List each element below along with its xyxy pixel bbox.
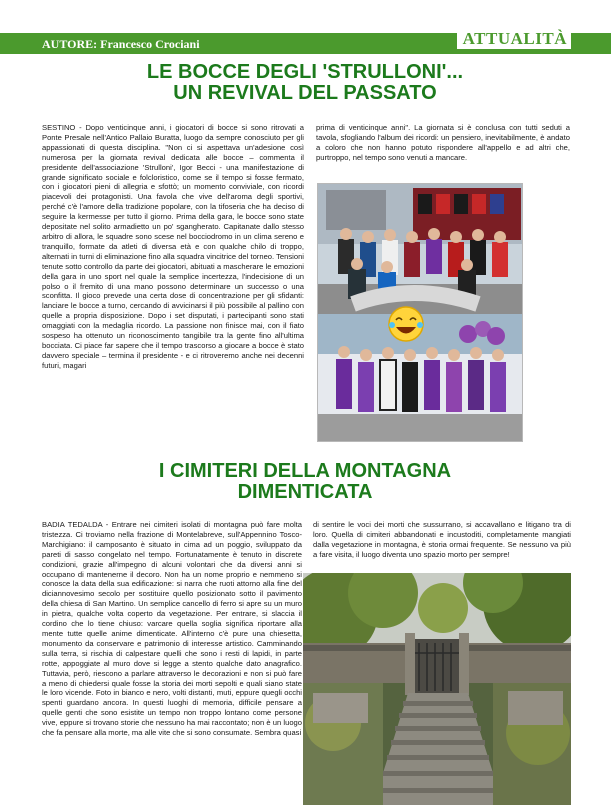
article2-title [40,461,570,503]
photo-cemetery [303,573,571,805]
section-label: ATTUALITÀ [457,27,571,49]
article2-title-line2: DIMENTICATA [237,481,373,503]
article2-paragraph: BADIA TEDALDA - Entrare nei cimiteri isolati di montagna può fare molta tristezza. Ci troviamo nella frazione di Montelabreve, sull'Appennino Tosco-Marchigiano: il camposanto è situato in cima ad un poggio, sviluppato da pareti di sasso congelato nel tempo. Fortunatamente è tenuto in discrete condizioni, grazie all'impegno di alcuni volontari che da diversi anni si occupano di mantenerne il decoro. Non ha un nome proprio e nemmeno si conosce la data della sua edificazione: si narra che ruoti attorno alla fine del diciannovesimo secolo per sostituire quello posizionato sotto il pavimento della chiesa di San Martino. Un semplice cancello di ferro si apre su un muro in pietra, qualche volta coperto da vegetazione. Per entrare, si slaccia il cordino che lo tiene chiuso: varcare quella soglia significa riportare alla mente tutte quelle anime dimenticate. All'interno c'è pure una chiesetta, monumento da conservare e patrimonio di interesse artistico. Camminando sulla terra, si rischia di calpestare quelli che sono i resti di lapidi, in parte rotte, appoggiate al muro dove si legge a stento qualche dato anagrafico. Tuttavia, però, riescono a parlare attraverso le decorazioni e non si può fare a meno di chiedersi quale fosse la storia dei morti sepolti e quali siano state le loro vicende. Foto in bianco e nero, volti distanti, muti, eppure quegli occhi spenti guardano ancora. In questi luoghi di memoria, difficile pensare a quelle genti che sono esistite un tempo non troppo lontano come persone vive, eppure si trovano storie che nessuno ha mai raccontato; non è un luogo che fa pensare alla morte, ma alle vite che si sono consumate. Sembra quasi [42,520,302,738]
collage-illustration [318,184,522,441]
article2-body-left [42,520,302,800]
article1-title-line2: UN REVIVAL DEL PASSATO [173,82,437,104]
article1-body-right [316,123,570,179]
photo-collage [317,183,523,442]
article2-body-right [313,520,571,570]
article1-paragraph: SESTINO - Dopo venticinque anni, i giocatori di bocce si sono ritrovati a Ponte Presale nell'Antico Pallaio Buratta, luogo da sempre conosciuto per gli appassionati di questa disciplina. "Non ci si aspettava un'adesione così numerosa per la giornata revival dedicata alle bocce – commenta il presidente dell'associazione 'Strulloni', Igor Becci - una manifestazione di grande significato sociale e folcloristico, come se il tempo si fosse fermato, con i giocatori pieni di allegria e sfottò; un momento conviviale, con ricordi piacevoli dei protagonisti. Una favola che vive dell'aroma degli sportivi, perché c'è l'amore della tradizione popolare, con la tifoseria che ha deciso di seguire la kermesse per tutto il giorno. Prima della gara, le bocce sono state depositate nel solito armadietto un po' sgangherato. Capitanate dallo stesso arbitro di allora, le squadre sono scese nel bocciodromo in un clima sereno e tranquillo, formate da atleti di diversa età e con qualche chilo di troppo, alternati in turni di eliminazione fino alla squadra vincitrice del torneo. Tensioni tenute sotto controllo da parte dei giocatori, abituati a mascherare le emozioni della gara in uno sport nel quale la semplice incertezza, l'indecisione di un polso o il fremito di una mano possono determinare un successo o una sconfitta. Il gioco prevede una certa dose di concentrazione per gli sfidanti: lanciare le bocce a turno, cercando di avvicinarsi il più possibile al pallino con quelle a propria disposizione. Dopo i set disputati, i partecipanti sono stati omaggiati con la medaglia ricordo. La passione non finisce mai, con il fiato sospeso ha ottenuto un riconoscimento tangibile tra la gente fino all'ultima bocciata. Ci piace far sapere che il tempo trascorso a giocare a bocce è stato davvero speciale – termina il presidente - e ci ritroveremo anche nei decenni futuri, magari [42,123,304,370]
article1-title-line1: LE BOCCE DEGLI 'STRULLONI'... [146,61,464,83]
article2-title-line1: I CIMITERI DELLA MONTAGNA [158,460,452,482]
article1-body-left [42,123,304,448]
article1-paragraph-continued: prima di venticinque anni". La giornata si è conclusa con tutti seduti a tavola, sfogliando l'album dei ricordi: un pensiero, inevitabilmente, è andato a coloro che non hanno potuto rispondere all'appello e ad altri che, purtroppo, nel tempo sono venuti a mancare. [316,123,570,162]
cemetery-illustration [303,573,571,805]
article2-paragraph-continued: di sentire le voci dei morti che sussurrano, si accavallano e litigano tra di loro. Quella di cimiteri abbandonati e incustoditi, completamente mangiati dalla vegetazione in montagna, è storia ormai frequente. Se nessuno va più a fare visita, il luogo diventa uno spazio morto per sempre! [313,520,571,559]
article1-title [40,62,570,104]
author-line: AUTORE: Francesco Crociani [42,37,200,51]
